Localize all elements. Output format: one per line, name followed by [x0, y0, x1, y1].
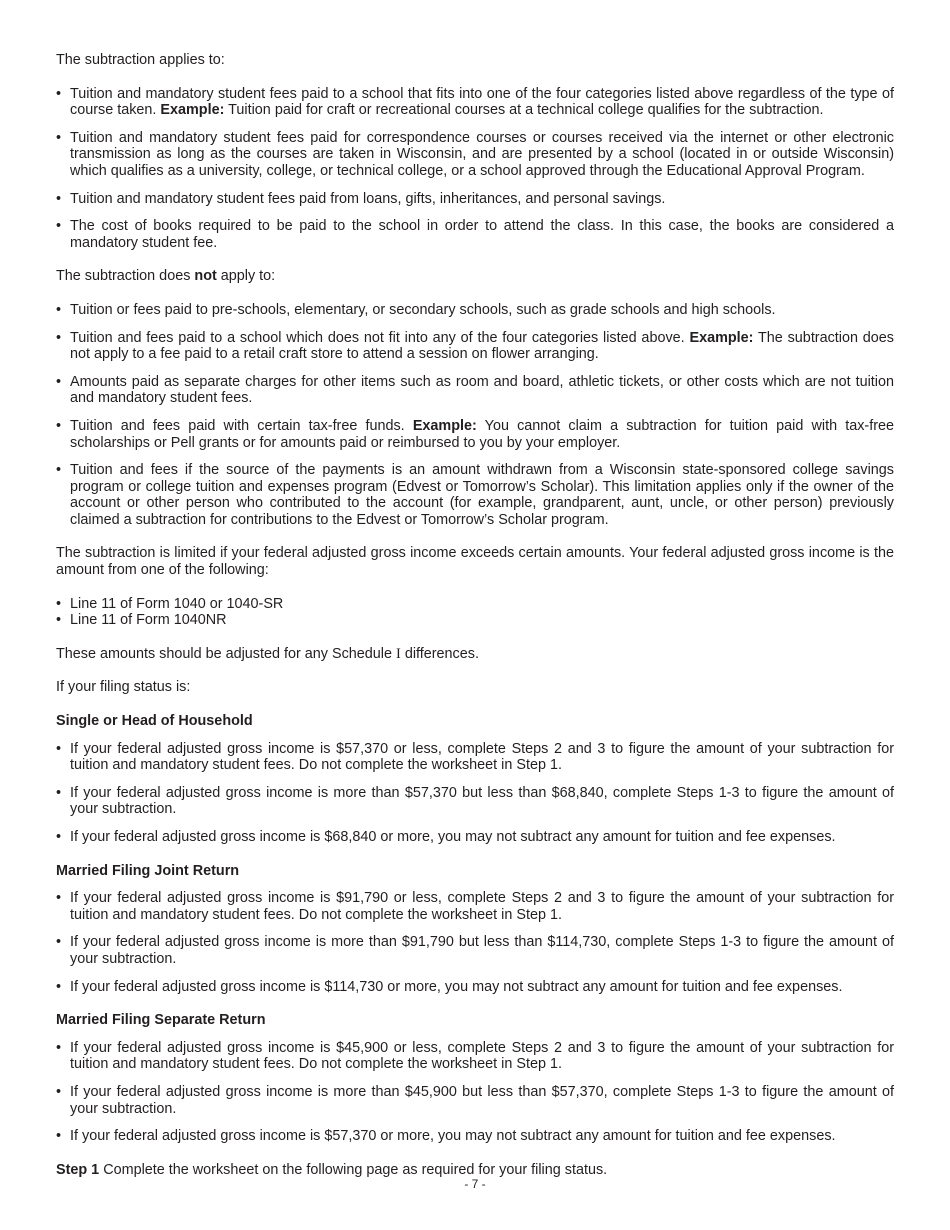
list-item: • If your federal adjusted gross income is $57,370 or less, complete Steps 2 and 3 to figure the amount of your subtraction for tuition and mandatory student fees. Do not complete the worksheet in Step 1. [56, 741, 894, 774]
list-item: • Tuition and fees paid with certain tax-free funds. Example: You cannot claim a subtraction for tuition paid with tax-free scholarships or Pell grants or for amounts paid or reimbursed to you by your employer. [56, 418, 894, 451]
income-limit-text: The subtraction is limited if your federal adjusted gross income exceeds certain amounts. Your federal adjusted gross income is the amount from one of the following: [56, 545, 894, 579]
list-item: • If your federal adjusted gross income is more than $91,790 but less than $114,730, complete Steps 1-3 to figure the amount of your subtraction. [56, 934, 894, 967]
applies-list [56, 86, 894, 252]
filing-status-intro: If your filing status is: [56, 679, 191, 696]
list-item: • The cost of books required to be paid to the school in order to attend the class. In this case, the books are considered a mandatory student fee. [56, 218, 894, 251]
list-item: • Line 11 of Form 1040 or 1040-SR [56, 596, 894, 613]
list-item: • If your federal adjusted gross income is $68,840 or more, you may not subtract any amount for tuition and fee expenses. [56, 829, 894, 846]
schedule-adjustment-text: These amounts should be adjusted for any Schedule I differences. [56, 645, 479, 662]
list-item: • Tuition and mandatory student fees paid from loans, gifts, inheritances, and personal savings. [56, 191, 894, 208]
list-item: • If your federal adjusted gross income is $57,370 or more, you may not subtract any amount for tuition and fee expenses. [56, 1128, 894, 1145]
list-item: • If your federal adjusted gross income is $91,790 or less, complete Steps 2 and 3 to figure the amount of your subtraction for tuition and mandatory student fees. Do not complete the worksheet in Step 1. [56, 890, 894, 923]
agi-lines-list [56, 596, 894, 629]
list-item: • If your federal adjusted gross income is $114,730 or more, you may not subtract any amount for tuition and fee expenses. [56, 979, 894, 996]
not-applies-list [56, 302, 894, 529]
list-item: • Tuition and fees if the source of the payments is an amount withdrawn from a Wisconsin state-sponsored college savings program or college tuition and expenses program (Edvest or Tomorrow’s Scholar). This limitation applies only if the owner of the account or other person who contributed to the account (for example, grandparent, aunt, uncle, or other person) previously claimed a subtraction for contributions to the Edvest or Tomorrow’s Scholar program. [56, 462, 894, 528]
list-item: • If your federal adjusted gross income is more than $57,370 but less than $68,840, complete Steps 1-3 to figure the amount of your subtraction. [56, 785, 894, 818]
step-1-instruction: Step 1 Complete the worksheet on the following page as required for your filing status. [56, 1161, 608, 1178]
section-heading: Married Filing Separate Return [56, 1012, 266, 1029]
single-status-list [56, 741, 894, 846]
list-item: • Tuition and fees paid to a school which does not fit into any of the four categories listed above. Example: The subtraction does not apply to a fee paid to a retail craft store to attend a session on flower arranging. [56, 330, 894, 363]
page-number: - 7 - [464, 1177, 486, 1191]
list-item: • Amounts paid as separate charges for other items such as room and board, athletic tickets, or other costs which are not tuition and mandatory student fees. [56, 374, 894, 407]
list-item: • Tuition or fees paid to pre-schools, elementary, or secondary schools, such as grade schools and high schools. [56, 302, 894, 319]
list-item: • If your federal adjusted gross income is more than $45,900 but less than $57,370, complete Steps 1-3 to figure the amount of your subtraction. [56, 1084, 894, 1117]
separate-status-list [56, 1040, 894, 1145]
list-item: • If your federal adjusted gross income is $45,900 or less, complete Steps 2 and 3 to figure the amount of your subtraction for tuition and mandatory student fees. Do not complete the worksheet in Step 1. [56, 1040, 894, 1073]
applies-intro: The subtraction applies to: [56, 52, 225, 68]
not-applies-intro: The subtraction does not apply to: [56, 268, 276, 285]
document-page [56, 52, 894, 1178]
section-heading: Single or Head of Household [56, 713, 253, 730]
joint-status-list [56, 890, 894, 995]
list-item: • Line 11 of Form 1040NR [56, 612, 894, 629]
section-heading: Married Filing Joint Return [56, 862, 240, 879]
list-item: • Tuition and mandatory student fees paid for correspondence courses or courses received via the internet or other electronic transmission as long as the courses are taken in Wisconsin, and are presented by a school (located in or outside Wisconsin) which qualifies as a university, college, or technical college, or a school approved through the Educational Approval Program. [56, 130, 894, 180]
list-item: • Tuition and mandatory student fees paid to a school that fits into one of the four categories listed above regardless of the type of course taken. Example: Tuition paid for craft or recreational courses at a technical college qualifies for the subtraction. [56, 86, 894, 119]
